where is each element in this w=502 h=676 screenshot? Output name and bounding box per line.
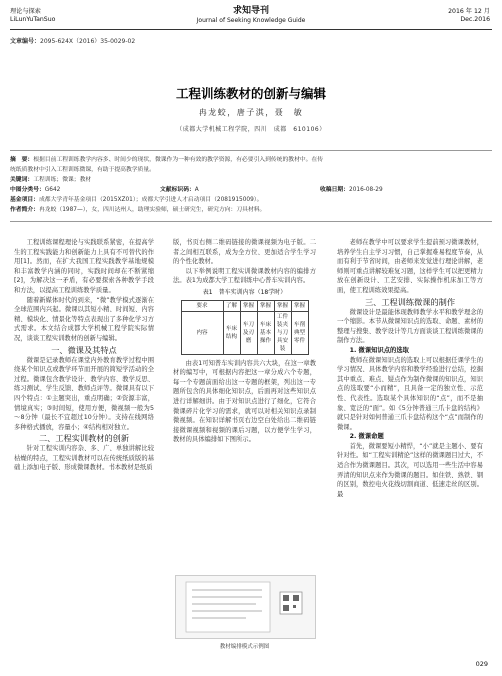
table-cell: 车床基本操作 (257, 311, 274, 354)
abstract-text-1: 根据目前工程训练教学内容多、时间少的现状，微课作为一种有效的教学资源，有必要引入到传统的教材中。在传 (33, 157, 324, 163)
authors: 冉龙蛟，唐子淇，聂 敏 (198, 108, 304, 117)
meta-top-divider (10, 150, 492, 151)
issue-date-cn: 2016 年 12 月 (448, 8, 490, 15)
bio-text: 冉龙蛟（1987—），女，四川达州人，助理实验师，硕士研究生，研究方向：刀具材料。 (39, 207, 266, 213)
article-number-value: 2095-624X（2016）35-0029-02 (40, 38, 136, 45)
col3-paragraph-4: 首先，微课要短小精悍，“小”就是主题小、要有针对性。如“工程实训精论”这样的微课题目过大，不适合作为微课题目。其次，可以选用一些生活中容易弄清的知识点来作为微课的题目。如住铁、熟铁、钢的区别，数控电火花线切割商道、低速走丝的区别。最 (337, 442, 483, 498)
clc-value: G642 (44, 187, 61, 193)
keywords-line (10, 175, 492, 185)
subsection-heading-1: 1. 微课知识点的选取 (349, 346, 409, 354)
affiliation: （成都大学机械工程学院，四川 成都 610106） (176, 126, 326, 133)
col1-paragraph-4: 针对工程实训内容杂、多、广、单独讲解比较枯燥的特点，工程实训教材可以在传统纸质版的基础上添加电子版、形成微课教材。书本教材是纸质 (14, 445, 154, 472)
figure-caption: 教材编排模式示例图 (219, 644, 270, 650)
journal-title-en: Journal of Seeking Knowledge Guide (196, 17, 306, 24)
table-header-row (181, 300, 308, 311)
journal-name (0, 6, 502, 24)
doc-code-value: A (194, 187, 199, 193)
col3-paragraph-3: 教师在微课知识点的选取上可以根据任课学生的学习情况、具体教学内容和教学经验进行总结，挖掘其中重点、难点、疑点作为制作微课的知识点，知识点的选取要“小而精”，且具备一定的独立性、示范性、代表性。选取某个具体知识的“点”，而不是抽象、宽泛的“面”。如《5分钟普通三爪卡盘的结构》就只是针对如何普通三爪卡盘结构这个“点”而制作的微课。 (337, 356, 483, 431)
keywords-label: 关键词： (10, 177, 34, 183)
table-cell: 掌握 (240, 300, 257, 311)
table-cell: 掌握 (274, 300, 291, 311)
col3-paragraph-2: 微课设计是最能体现教师教学水平和教学理念的一个缩影。本节从微课知识点的选取、命题、素材的整理与搜集、教学设计等几方面谈谈工程训练微课的制作方法。 (337, 308, 483, 345)
column-2 (173, 238, 316, 445)
section-heading-2: 二、工程实训教材的创新 (38, 433, 130, 444)
abstract-line-2 (10, 165, 492, 175)
col1-paragraph-3: 微课是记录教师在课堂内外教育教学过程中围绕某个知识点或教学环节而开展的简短学活动的全过程。微课包含教学设计、教学内容、教学反思、练习测试、学生反馈、教师点评等。微课具有以下四个特点：①主题突出，重点明确；②资源丰富，情境真实；③时间短，使用方便，微视频一般为5～8分钟（最长不宜超过10分钟）。支持在线网络多种格式播放，容量小；④结构相对独立。 (14, 356, 154, 431)
col1-paragraph-2: 随着新媒体时代的到来，“微”教学模式逐渐在全球范围内兴起。微课以其短小精、时间短、内容精、模块化、情景化等特点表现出了多种化学习方式需求。本文结合成都大学机械工程学院实际情况，谈谈工程实训教材的创新与编辑。 (14, 296, 154, 342)
doc-code-label: 文献标识码： (160, 187, 195, 193)
bio-line (10, 205, 492, 215)
table-cell: 车床结构 (223, 311, 240, 354)
table-cell: 了解 (223, 300, 240, 311)
article-number-label: 文章编号： (10, 38, 41, 45)
abstract-text-2: 统纸质教材中引入工程训练微课，有助于提高教学质量。 (10, 167, 155, 173)
keywords-text: 工程训练；微课；教材 (33, 177, 92, 183)
table-1 (173, 288, 316, 355)
table-cell: 掌握 (291, 300, 308, 311)
figure-placeholder (175, 575, 316, 639)
figure-layout-image (176, 576, 315, 638)
article-meta (10, 155, 492, 215)
training-content-table (181, 300, 309, 355)
table-cell: 掌握 (257, 300, 274, 311)
issue-date-en: Dec.2016 (460, 16, 490, 23)
received-value: 2016-08-29 (349, 187, 383, 193)
table-cell: 内容 (181, 311, 223, 354)
received-label: 收稿日期： (320, 187, 349, 193)
table-caption: 表1 普车实训内容（18学时） (202, 288, 287, 296)
column-1 (14, 238, 154, 473)
meta-bottom-divider (10, 221, 492, 222)
fund-line (10, 195, 492, 205)
column-3 (337, 238, 483, 499)
col2-paragraph-3: 由表1可知普车实训内容共六大块，在这一章教材的编写中，可根据内容把这一章分成六个专题，每一个专题前面给出这一专题的框架，列出这一专题所包含的具体细化知识点，后面再对这些知识点进行详解细讲。由于对知识点进行了细化，它符合微课碎片化学习的需求，就可以对相关知识点录制微视频。在知识详解书页右边空白处给出二维码链接微课视频和视频的课后习题，以方便学生学习，教材的具体编排如下图所示。 (173, 359, 316, 444)
table-cell: 工件装夹与刀具安装 (274, 311, 291, 354)
table-cell: 车刀及刃磨 (240, 311, 257, 354)
header-divider (10, 29, 492, 30)
table-content-row (181, 311, 308, 354)
issue-date (448, 8, 490, 24)
col2-paragraph-1: 版，书页右侧二维码链接的微课视频为电子版。二者之间相互联系，成为全方位、更加适合学生学习的个性化教材。 (173, 239, 316, 266)
col2-paragraph-2: 以下举例说明工程实训微课教材内容的编排方法。表1为成都大学工程训练中心普车实训内容。 (173, 267, 316, 285)
section-heading-3: 三、工程训练微课的制作 (364, 296, 456, 307)
page-number: 029 (475, 660, 488, 668)
abstract-line-1 (10, 155, 492, 165)
clc-label: 中图分类号： (10, 187, 45, 193)
bio-label: 作者简介： (10, 207, 39, 213)
table-cell: 要求 (181, 300, 223, 311)
classification-line (10, 185, 492, 195)
col3-paragraph-1: 老师在教学中可以要求学生提前预习微课教材，培养学生自主学习习惯，自己掌握难易程度节奏，从而有利于节省时间，由老师来发觉进行理论讲解，老师则可重点讲解较难复习题，这样学生可以把更精力放在创新设计、工艺安排、实际操作机床加工等方面，使工程训练效果提高。 (337, 239, 483, 294)
article-number (10, 36, 135, 45)
subsection-heading-2: 2. 微课命题 (349, 433, 384, 441)
journal-title-cn: 求知导刊 (232, 6, 269, 16)
abstract-label: 摘 要： (10, 157, 34, 163)
fund-label: 基金项目： (10, 197, 39, 203)
article-title: 工程训练教材的创新与编辑 (175, 86, 326, 101)
column-name-en: LiLunYuTanSuo (10, 16, 56, 23)
table-cell: 车削典型零件 (291, 311, 308, 354)
column-name-cn: 理论与探索 (10, 8, 41, 15)
fund-text: 成都大学青年基金项目（2015XZ01）；成都大学引进人才启动项目（2081915009）。 (39, 197, 263, 203)
section-heading-1: 一、微课及其特点 (51, 344, 117, 355)
col1-paragraph-1: 工程训练课程理论与实践联系紧密，在提高学生的工程实践能力和创新能力上具有不可替代的作用[1]。然而，在扩大我国工程实践教学基地规模和丰富教学内涵的同时，实践时间却在不断紧缩[2]，为解决这一矛盾，有必要探索各种教学手段和方法，以提高工程训练教学质量。 (14, 239, 154, 294)
